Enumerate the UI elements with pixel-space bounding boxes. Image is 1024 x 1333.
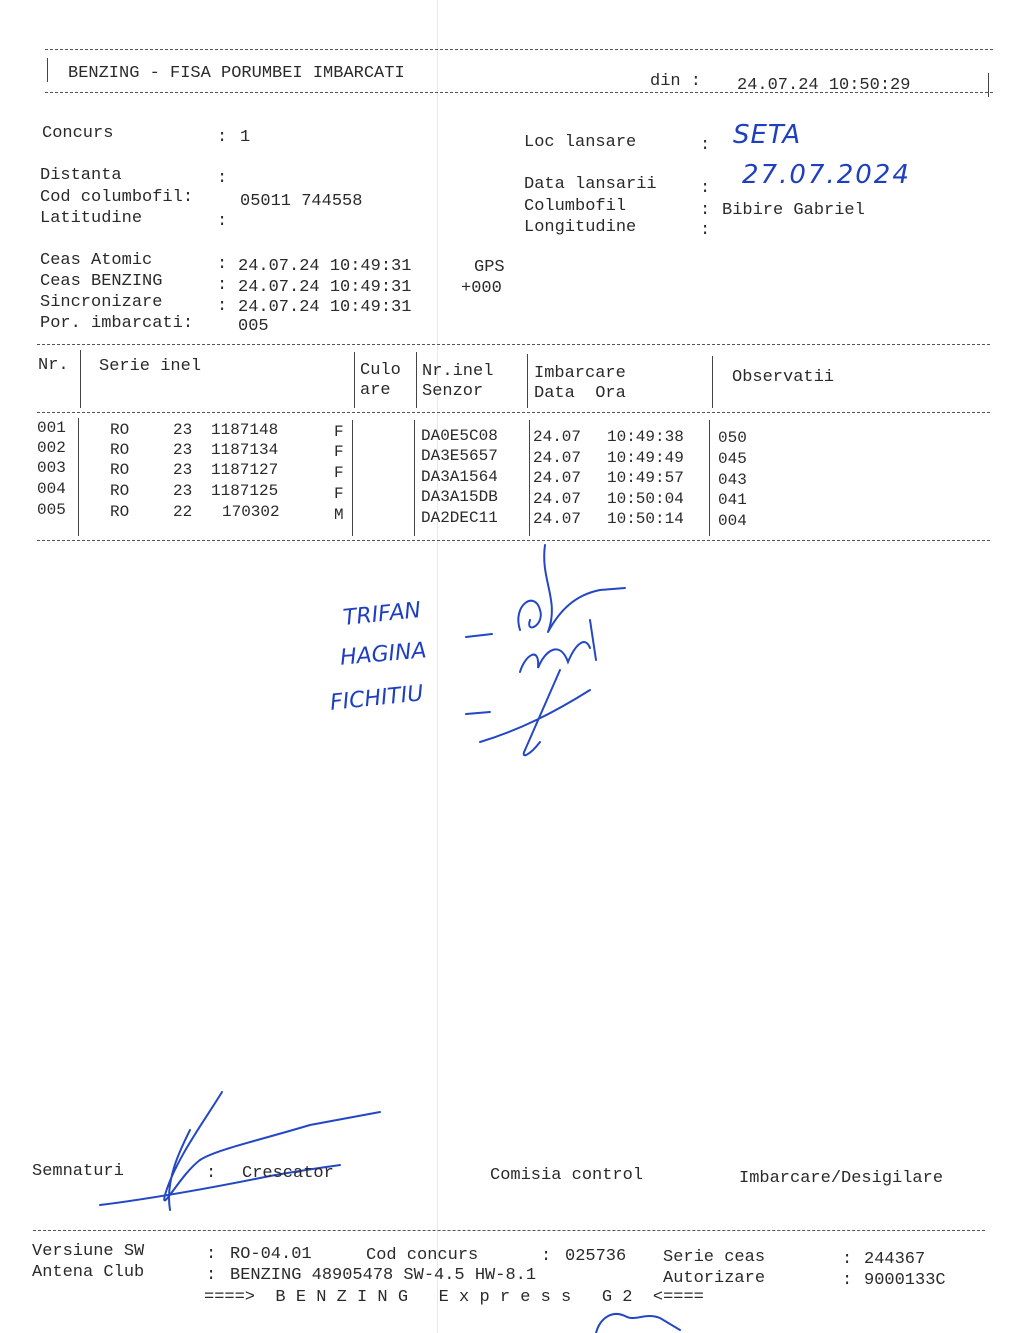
col-header-imbarcare-1: Imbarcare <box>534 364 626 383</box>
serie-ceas-value: 244367 <box>864 1250 926 1269</box>
concurs-colon: : <box>217 128 228 147</box>
row-time: 10:49:57 <box>607 469 684 487</box>
row-serial: 170302 <box>222 503 280 521</box>
signature-1 <box>518 545 625 632</box>
row-year: 22 <box>173 503 193 521</box>
cod-columbofil-label: Cod columbofil: <box>40 188 194 207</box>
data-lansarii-label: Data lansarii <box>524 175 657 194</box>
ceas-benzing-colon: : <box>217 276 228 295</box>
dash-1 <box>466 634 492 637</box>
ceas-benzing-value: 24.07.24 10:49:31 <box>238 278 412 297</box>
row-nr: 003 <box>37 459 66 477</box>
row-sex: M <box>334 506 344 524</box>
ceas-atomic-extra: GPS <box>474 258 505 277</box>
autorizare-colon: : <box>842 1271 853 1290</box>
signature-bottom <box>596 1314 680 1333</box>
row-year: 23 <box>173 482 193 500</box>
ceas-atomic-label: Ceas Atomic <box>40 251 153 270</box>
row-country: RO <box>110 441 130 459</box>
row-date: 24.07 <box>533 428 582 446</box>
handwritten-name-3: FICHITIU <box>328 681 425 716</box>
print-date-value: 24.07.24 10:50:29 <box>737 76 911 95</box>
row-date: 24.07 <box>533 449 582 467</box>
row-observatii: 045 <box>718 450 747 468</box>
signature-3 <box>480 670 590 755</box>
dash-3 <box>466 712 490 714</box>
row-serial: 1187127 <box>211 461 279 479</box>
row-sensor: DA0E5C08 <box>421 427 498 445</box>
row-observatii: 004 <box>718 512 747 530</box>
row-country: RO <box>110 503 130 521</box>
row-observatii: 050 <box>718 429 747 447</box>
row-sensor: DA3E5657 <box>421 447 498 465</box>
row-sex: F <box>334 423 344 441</box>
semnaturi-comisia-control: Comisia control <box>490 1166 644 1185</box>
col-header-nr: Nr. <box>38 356 69 375</box>
semnaturi-crescator: Crescator <box>242 1164 334 1183</box>
row-country: RO <box>110 482 130 500</box>
ceas-atomic-value: 24.07.24 10:49:31 <box>238 257 412 276</box>
row-sex: F <box>334 464 344 482</box>
row-sex: F <box>334 443 344 461</box>
antena-club-value: BENZING 48905478 SW-4.5 HW-8.1 <box>230 1266 537 1285</box>
document-title: BENZING - FISA PORUMBEI IMBARCATI <box>68 64 405 83</box>
row-date: 24.07 <box>533 490 582 508</box>
row-time: 10:50:04 <box>607 490 684 508</box>
row-serial: 1187148 <box>211 421 279 439</box>
cod-concurs-colon: : <box>541 1247 552 1266</box>
loc-lansare-handwritten: SETA <box>733 120 802 150</box>
row-year: 23 <box>173 441 193 459</box>
col-header-nrinel-1: Nr.inel <box>422 362 494 381</box>
row-country: RO <box>110 421 130 439</box>
latitudine-colon: : <box>217 212 228 231</box>
data-lansarii-colon: : <box>700 179 711 198</box>
latitudine-label: Latitudine <box>40 209 143 228</box>
col-header-imbarcare-2: Data Ora <box>534 384 626 403</box>
antena-club-label: Antena Club <box>32 1263 145 1282</box>
serie-ceas-label: Serie ceas <box>663 1248 766 1267</box>
cod-concurs-label: Cod concurs <box>366 1246 479 1265</box>
cod-concurs-value: 025736 <box>565 1247 627 1266</box>
loc-lansare-colon: : <box>700 136 711 155</box>
row-year: 23 <box>173 461 193 479</box>
ceas-benzing-extra: +000 <box>461 279 502 298</box>
print-date-label: din : <box>650 72 702 91</box>
row-year: 23 <box>173 421 193 439</box>
row-time: 10:49:49 <box>607 449 684 467</box>
row-sex: F <box>334 485 344 503</box>
benzing-banner: ====> B E N Z I N G E x p r e s s G 2 <==== <box>204 1288 704 1307</box>
sincronizare-label: Sincronizare <box>40 293 163 312</box>
semnaturi-colon: : <box>206 1164 217 1183</box>
data-lansarii-handwritten: 27.07.2024 <box>742 160 911 190</box>
row-date: 24.07 <box>533 510 582 528</box>
loc-lansare-label: Loc lansare <box>524 133 637 152</box>
concurs-value: 1 <box>240 128 251 147</box>
row-date: 24.07 <box>533 469 582 487</box>
autorizare-value: 9000133C <box>864 1271 946 1290</box>
porumbei-imbarcati-value: 005 <box>238 317 269 336</box>
row-observatii: 041 <box>718 491 747 509</box>
row-country: RO <box>110 461 130 479</box>
row-serial: 1187125 <box>211 482 279 500</box>
columbofil-value: Bibire Gabriel <box>722 201 865 220</box>
distanta-label: Distanta <box>40 166 122 185</box>
handwritten-name-2: HAGINA <box>339 638 428 671</box>
porumbei-imbarcati-label: Por. imbarcati: <box>40 314 194 333</box>
col-header-culoare-1: Culo <box>360 361 401 380</box>
row-time: 10:50:14 <box>607 510 684 528</box>
row-sensor: DA3A1564 <box>421 468 498 486</box>
versiune-sw-label: Versiune SW <box>32 1242 145 1261</box>
sincronizare-value: 24.07.24 10:49:31 <box>238 298 412 317</box>
row-nr: 004 <box>37 480 66 498</box>
serie-ceas-colon: : <box>842 1250 853 1269</box>
row-sensor: DA2DEC11 <box>421 509 498 527</box>
signature-crescator <box>100 1092 380 1210</box>
semnaturi-label: Semnaturi <box>32 1162 124 1181</box>
longitudine-colon: : <box>700 221 711 240</box>
versiune-sw-colon: : <box>206 1245 217 1264</box>
col-header-serie-inel: Serie inel <box>99 357 202 376</box>
semnaturi-imbarcare-desigilare: Imbarcare/Desigilare <box>739 1169 944 1188</box>
ceas-atomic-colon: : <box>217 255 228 274</box>
row-nr: 002 <box>37 439 66 457</box>
col-header-observatii: Observatii <box>732 368 835 387</box>
col-header-culoare-2: are <box>360 381 391 400</box>
sincronizare-colon: : <box>217 297 228 316</box>
autorizare-label: Autorizare <box>663 1269 766 1288</box>
distanta-colon: : <box>217 169 228 188</box>
footer-rule <box>33 1230 985 1231</box>
col-header-nrinel-2: Senzor <box>422 382 484 401</box>
antena-club-colon: : <box>206 1266 217 1285</box>
longitudine-label: Longitudine <box>524 218 637 237</box>
cod-columbofil-value: 05011 744558 <box>240 192 363 211</box>
ceas-benzing-label: Ceas BENZING <box>40 272 163 291</box>
handwritten-name-1: TRIFAN <box>341 597 423 632</box>
row-nr: 005 <box>37 501 66 519</box>
columbofil-label: Columbofil <box>524 197 627 216</box>
versiune-sw-value: RO-04.01 <box>230 1245 312 1264</box>
row-sensor: DA3A15DB <box>421 488 498 506</box>
row-time: 10:49:38 <box>607 428 684 446</box>
columbofil-colon: : <box>700 201 711 220</box>
row-serial: 1187134 <box>211 441 279 459</box>
concurs-label: Concurs <box>42 124 114 143</box>
row-nr: 001 <box>37 419 66 437</box>
row-observatii: 043 <box>718 471 747 489</box>
